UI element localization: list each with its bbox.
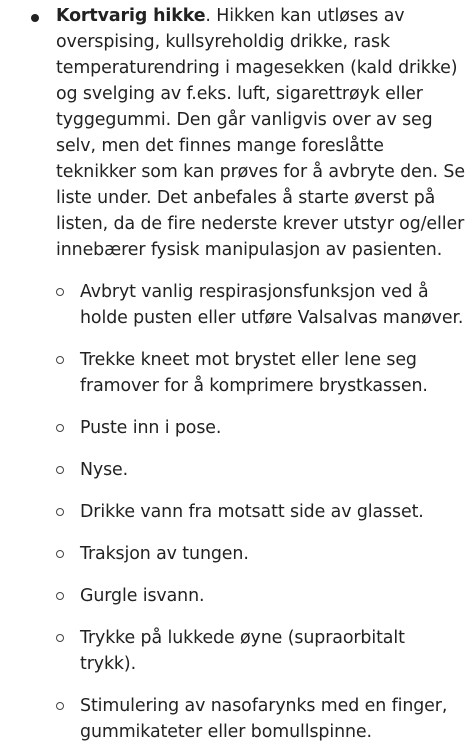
hollow-bullet-icon <box>56 634 64 642</box>
technique-item <box>56 457 465 483</box>
technique-item <box>56 583 465 609</box>
technique-item <box>56 693 465 745</box>
hollow-bullet-icon <box>56 288 64 296</box>
hollow-bullet-icon <box>56 356 64 364</box>
hollow-bullet-icon <box>56 550 64 558</box>
term-heading: Kortvarig hikke <box>56 6 206 26</box>
technique-text: Avbryt vanlig respirasjonsfunksjon ved å holde pusten eller utføre Valsalvas manøver. <box>80 282 464 328</box>
technique-text: Drikke vann fra motsatt side av glasset. <box>80 502 424 522</box>
technique-item <box>56 279 465 331</box>
techniques-list <box>56 279 465 745</box>
short-term-hiccups-paragraph <box>56 3 465 263</box>
list-item-short-term-hiccups <box>0 3 471 745</box>
technique-text: Puste inn i pose. <box>80 418 222 438</box>
technique-item <box>56 625 465 677</box>
technique-item <box>56 499 465 525</box>
technique-item <box>56 415 465 441</box>
hollow-bullet-icon <box>56 702 64 710</box>
hollow-bullet-icon <box>56 466 64 474</box>
technique-text: Stimulering av nasofarynks med en finger, gummikateter eller bomullspinne. <box>80 696 448 742</box>
technique-text: Traksjon av tungen. <box>80 544 249 564</box>
technique-text: Trekke kneet mot brystet eller lene seg framover for å komprimere brystkassen. <box>80 350 428 396</box>
hollow-bullet-icon <box>56 592 64 600</box>
bullet-icon <box>31 14 39 22</box>
hollow-bullet-icon <box>56 508 64 516</box>
hollow-bullet-icon <box>56 424 64 432</box>
technique-text: Nyse. <box>80 460 129 480</box>
hiccup-types-list <box>0 3 471 745</box>
technique-item <box>56 347 465 399</box>
term-description: . Hikken kan utløses av overspising, kullsyreholdig drikke, rask temperaturendring i magesekken (kald drikke) og svelging av f.eks. luft, sigarettrøyk eller tyggegummi. Den går vanligvis over av seg selv, men det finnes mange foreslåtte teknikker som kan prøves for å avbryte den. Se liste under. Det anbefales å starte øverst på listen, da de fire nederste krever utstyr og/eller innebærer fysisk manipulasjon av pasienten. <box>56 6 465 260</box>
technique-text: Gurgle isvann. <box>80 586 205 606</box>
technique-text: Trykke på lukkede øyne (supraorbitalt trykk). <box>80 628 405 674</box>
technique-item <box>56 541 465 567</box>
